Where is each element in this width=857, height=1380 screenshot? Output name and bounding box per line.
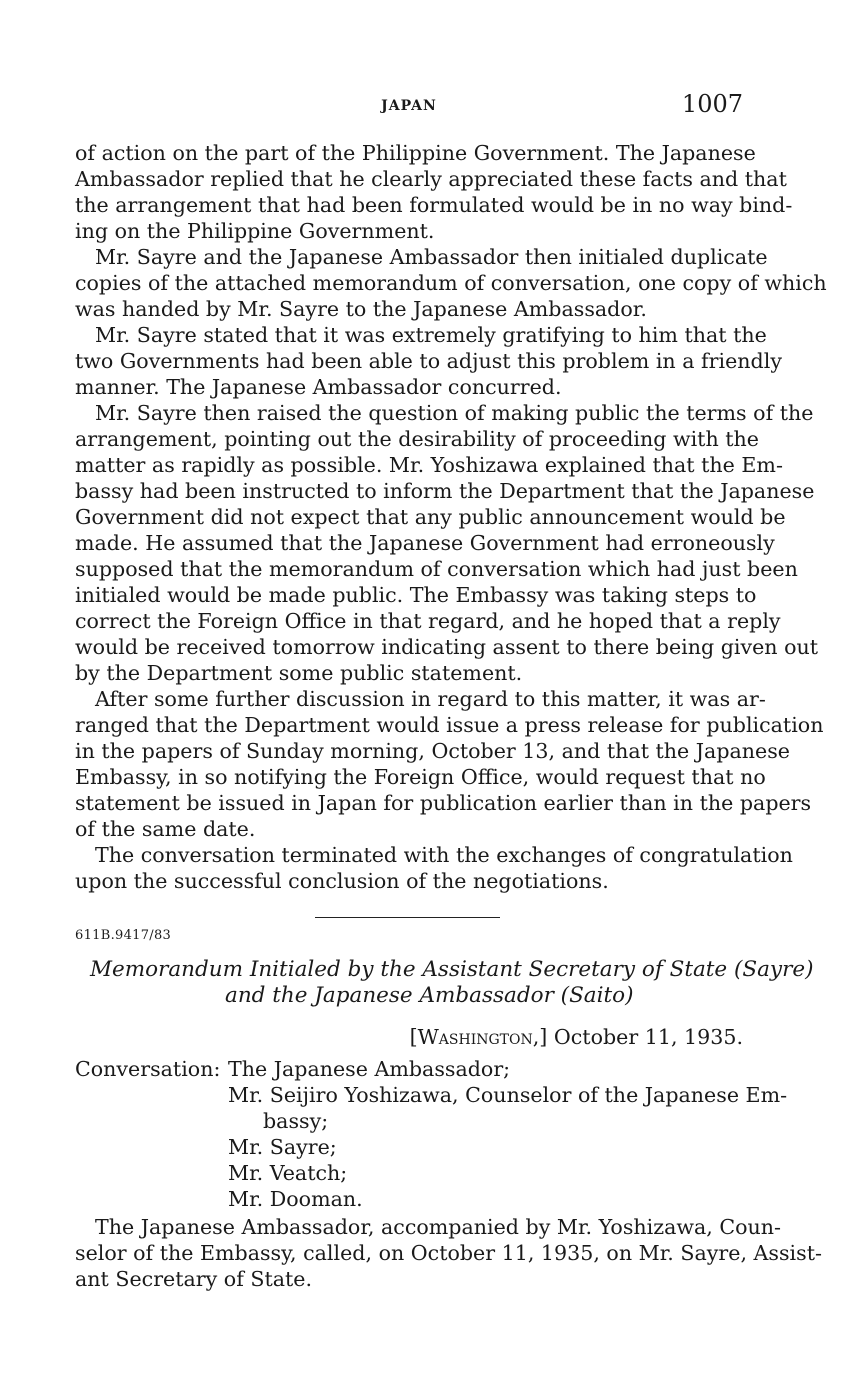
dateline-place: [Washington,]	[409, 1025, 548, 1049]
body-line: initialed would be made public. The Embassy was taking steps to	[75, 583, 757, 607]
memo-title-line1: Memorandum Initialed by the Assistant Secretary of State (Sayre)	[90, 957, 814, 982]
participant: Mr. Seijiro Yoshizawa, Counselor of the Japanese Em-	[228, 1083, 788, 1107]
participant: The Japanese Ambassador;	[228, 1057, 511, 1081]
body-line: Government did not expect that any public announcement would be	[75, 505, 786, 529]
running-header	[75, 90, 743, 122]
body-line: matter as rapidly as possible. Mr. Yoshizawa explained that the Em-	[75, 453, 783, 477]
body-line: Mr. Sayre then raised the question of making public the terms of the	[95, 401, 814, 425]
body-line: would be received tomorrow indicating assent to there being given out	[75, 635, 819, 659]
body-line: in the papers of Sunday morning, October 13, and that the Japanese	[75, 739, 790, 763]
body-line: statement be issued in Japan for publication earlier than in the papers	[75, 791, 812, 815]
body-line: ing on the Philippine Government.	[75, 219, 435, 243]
body-line: The conversation terminated with the exchanges of congratulation	[95, 843, 793, 867]
dateline	[410, 1024, 743, 1050]
dateline-date: October 11, 1935.	[553, 1025, 743, 1049]
page-number: 1007	[681, 90, 743, 118]
body-line: bassy had been instructed to inform the Department that the Japanese	[75, 479, 815, 503]
closing-line: ant Secretary of State.	[75, 1267, 313, 1291]
body-line: made. He assumed that the Japanese Government had erroneously	[75, 531, 775, 555]
body-line: correct the Foreign Office in that regard, and he hoped that a reply	[75, 609, 781, 633]
document-id: 611B.9417/83	[75, 928, 172, 943]
conversation-label: Conversation:	[75, 1057, 221, 1081]
participant-continuation: bassy;	[263, 1109, 329, 1133]
body-line: After some further discussion in regard to this matter, it was ar-	[95, 687, 766, 711]
body-line: manner. The Japanese Ambassador concurred.	[75, 375, 562, 399]
body-line: Embassy, in so notifying the Foreign Office, would request that no	[75, 765, 766, 789]
body-line: of action on the part of the Philippine Government. The Japanese	[75, 141, 756, 165]
closing-line: selor of the Embassy, called, on October 11, 1935, on Mr. Sayre, Assist-	[75, 1241, 822, 1265]
body-line: Mr. Sayre and the Japanese Ambassador then initialed duplicate	[95, 245, 768, 269]
body-line: Mr. Sayre stated that it was extremely gratifying to him that the	[95, 323, 767, 347]
body-line: upon the successful conclusion of the negotiations.	[75, 869, 609, 893]
body-line: copies of the attached memorandum of conversation, one copy of which	[75, 271, 827, 295]
body-line: arrangement, pointing out the desirability of proceeding with the	[75, 427, 759, 451]
body-line: Ambassador replied that he clearly appreciated these facts and that	[75, 167, 787, 191]
memo-title-line2: and the Japanese Ambassador (Saito)	[225, 983, 634, 1008]
section-divider	[315, 917, 500, 918]
body-line: was handed by Mr. Sayre to the Japanese Ambassador.	[75, 297, 647, 321]
body-line: two Governments had been able to adjust this problem in a friendly	[75, 349, 782, 373]
running-title: JAPAN	[381, 98, 437, 114]
closing-line: The Japanese Ambassador, accompanied by Mr. Yoshizawa, Coun-	[95, 1215, 782, 1239]
participant: Mr. Dooman.	[228, 1187, 363, 1211]
participant: Mr. Sayre;	[228, 1135, 337, 1159]
body-line: ranged that the Department would issue a press release for publication	[75, 713, 824, 737]
participant: Mr. Veatch;	[228, 1161, 348, 1185]
body-line: by the Department some public statement.	[75, 661, 523, 685]
body-line: supposed that the memorandum of conversation which had just been	[75, 557, 798, 581]
body-line: of the same date.	[75, 817, 256, 841]
body-line: the arrangement that had been formulated would be in no way bind-	[75, 193, 793, 217]
